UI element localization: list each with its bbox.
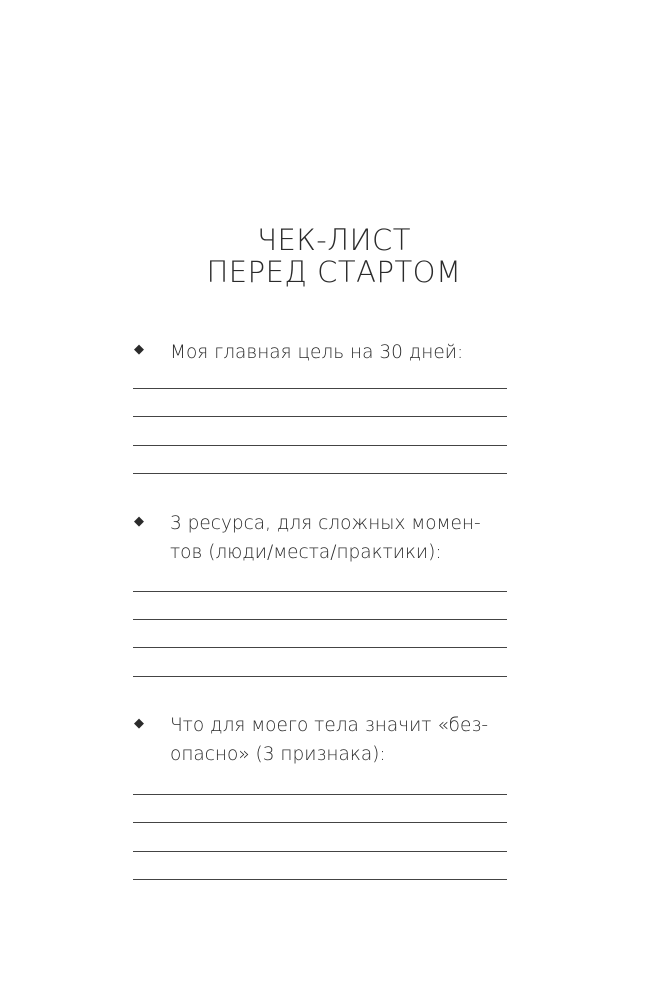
item-label-line-2: тов (люди/места/практики): — [170, 542, 442, 563]
answer-line[interactable] — [133, 676, 507, 677]
item-label: Моя главная цель на 30 дней: — [170, 342, 464, 363]
diamond-icon: ◆ — [134, 716, 144, 731]
diamond-icon: ◆ — [134, 514, 144, 529]
answer-line[interactable] — [133, 388, 507, 389]
item-label-line-1: 3 ресурса, для сложных момен- — [170, 513, 481, 534]
answer-line[interactable] — [133, 879, 507, 880]
page-title-line-1: ЧЕК-ЛИСТ — [257, 223, 411, 257]
answer-line[interactable] — [133, 822, 507, 823]
page-title-line-2: ПЕРЕД СТАРТОМ — [206, 255, 462, 289]
answer-line[interactable] — [133, 591, 507, 592]
answer-line[interactable] — [133, 445, 507, 446]
answer-line[interactable] — [133, 473, 507, 474]
answer-line[interactable] — [133, 647, 507, 648]
answer-line[interactable] — [133, 619, 507, 620]
diamond-icon: ◆ — [134, 342, 144, 357]
answer-line[interactable] — [133, 851, 507, 852]
answer-line[interactable] — [133, 416, 507, 417]
item-label-line-2: опасно» (3 признака): — [170, 744, 386, 765]
item-label-line-1: Что для моего тела значит «без- — [170, 715, 489, 736]
answer-line[interactable] — [133, 794, 507, 795]
